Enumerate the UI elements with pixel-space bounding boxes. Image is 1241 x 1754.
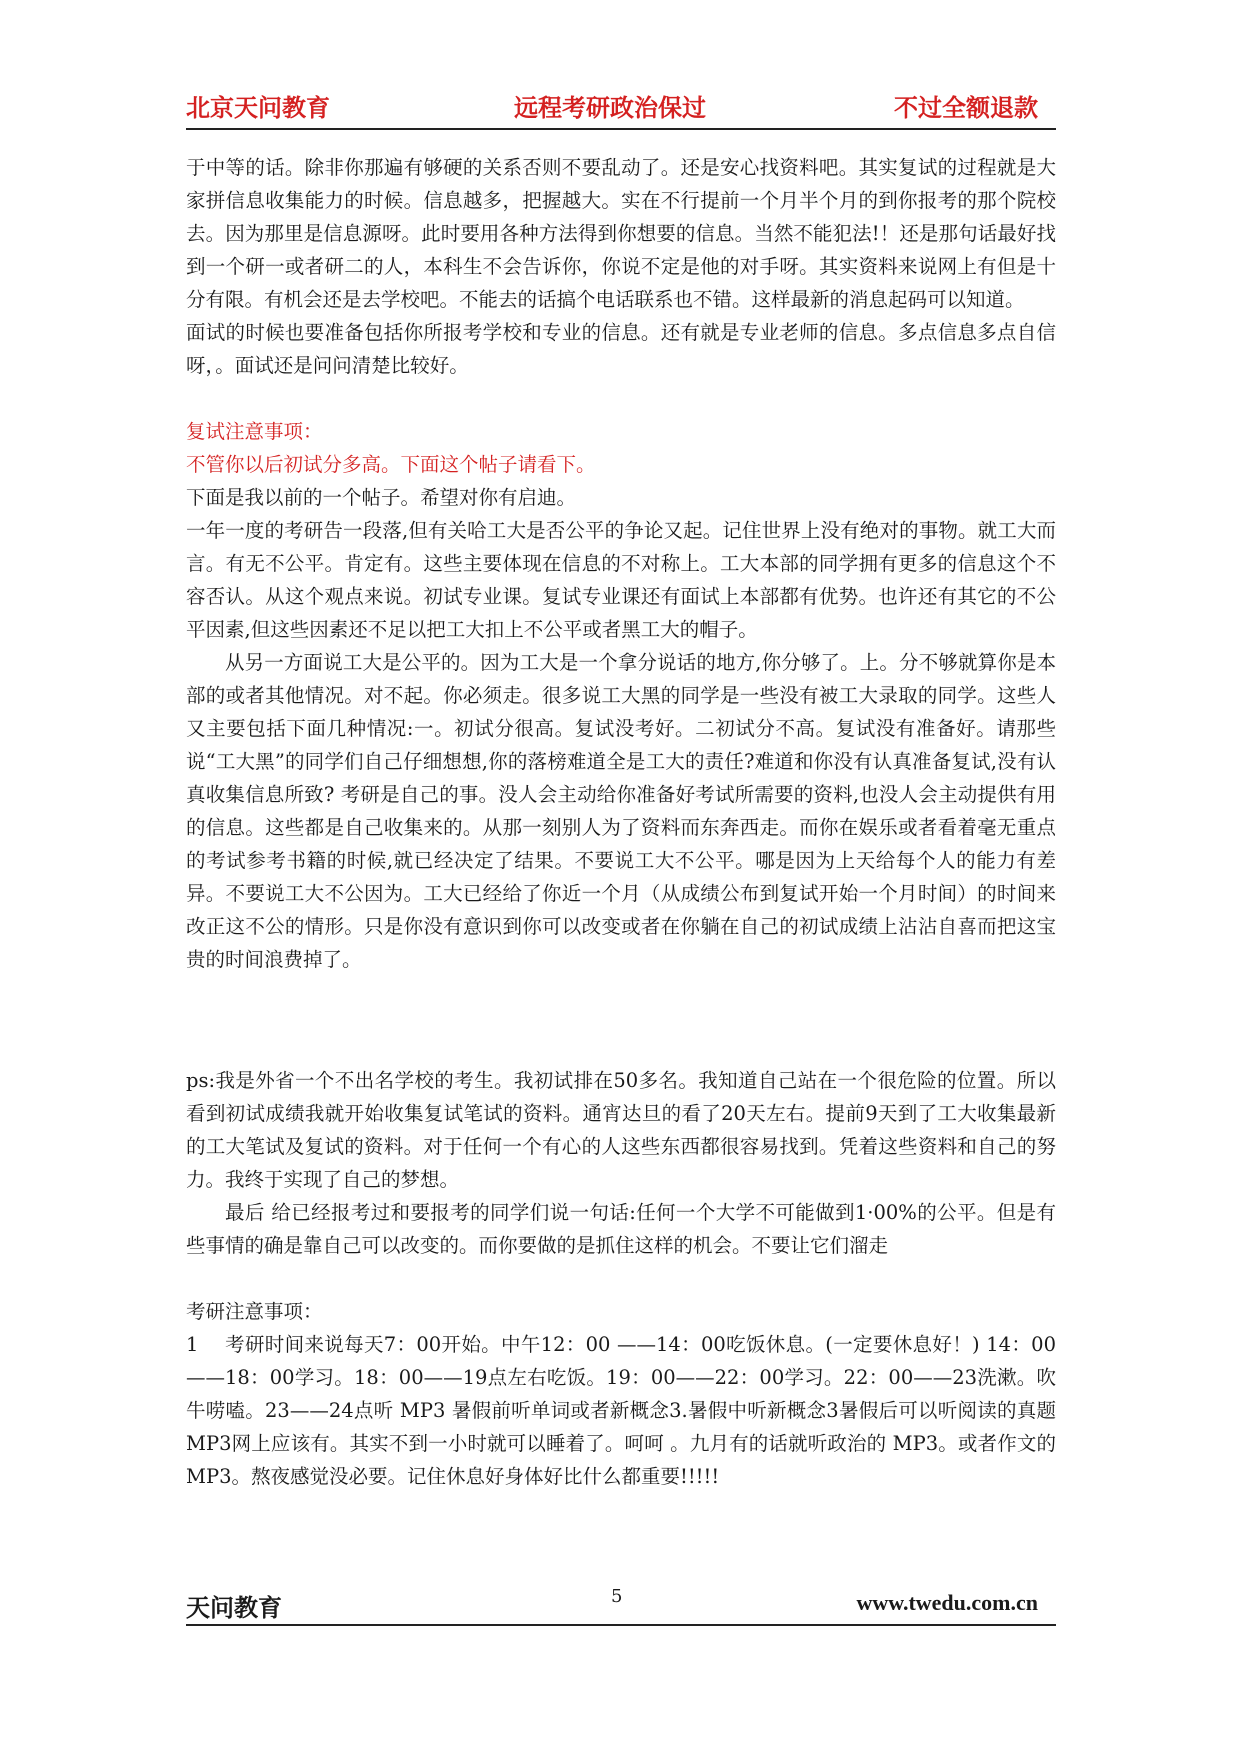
paragraph-daily-schedule: 1 考研时间来说每天7：00开始。中午12：00 ——14：00吃饭休息。(一定要休息好！) 14：00——18：00学习。18：00——19点左右吃饭。19：00——22：00学习。22：00——23洗漱。吹牛唠嗑。23——24点听 MP3 暑假前听单词或者新概念3.暑假中听新概念3暑假后可以听阅读的真题 MP3网上应该有。其实不到一小时就可以睡着了。呵呵 。九月有的话就听政治的 MP3。或者作文的 MP3。熬夜感觉没必要。记住休息好身体好比什么都重要!!!!! (186, 1333, 1056, 1488)
paragraph-fairness-debate: 一年一度的考研告一段落,但有关哈工大是否公平的争论又起。记住世界上没有绝对的事物。就工大而言。有无不公平。肯定有。这些主要体现在信息的不对称上。工大本部的同学拥有更多的信息这个不容否认。从这个观点来说。初试专业课。复试专业课还有面试上本部都有优势。也许还有其它的不公平因素,但这些因素还不足以把工大扣上不公平或者黑工大的帽子。 (186, 519, 1056, 641)
spacer (186, 1262, 1056, 1295)
paragraph-interview-prep: 面试的时候也要准备包括你所报考学校和专业的信息。还有就是专业老师的信息。多点信息多点自信呀，。面试还是问问清楚比较好。 (186, 321, 1056, 377)
header-left-title: 北京天问教育 (186, 94, 330, 122)
paragraph-closing-advice: 最后 给已经报考过和要报考的同学们说一句话:任何一个大学不可能做到1·00%的公平。但是有些事情的确是靠自己可以改变的。而你要做的是抓住这样的机会。不要让它们溜走 (186, 1201, 1056, 1257)
section-heading-retest-notes: 复试注意事项： (186, 420, 323, 443)
section-subheading-post: 不管你以后初试分多高。下面这个帖子请看下。 (186, 453, 596, 476)
paragraph-ps-story: ps:我是外省一个不出名学校的考生。我初试排在50多名。我知道自己站在一个很危险的位置。所以看到初试成绩我就开始收集复试笔试的资料。通宵达旦的看了20天左右。提前9天到了工大收集最新的工大笔试及复试的资料。对于任何一个有心的人这些东西都很容易找到。凭着这些资料和自己的努力。我终于实现了自己的梦想。 (186, 1069, 1056, 1191)
paragraph-post-intro: 下面是我以前的一个帖子。希望对你有启迪。 (186, 486, 577, 509)
document-body (186, 151, 1056, 1493)
header-center-slogan: 远程考研政治保过 (514, 94, 706, 122)
page-header (186, 88, 1056, 130)
paragraph-retest-info: 于中等的话。除非你那遍有够硬的关系否则不要乱动了。还是安心找资料吧。其实复试的过程就是大家拼信息收集能力的时候。信息越多，把握越大。实在不行提前一个月半个月的到你报考的那个院校去。因为那里是信息源呀。此时要用各种方法得到你想要的信息。当然不能犯法!！还是那句话最好找到一个研一或者研二的人，本科生不会告诉你，你说不定是他的对手呀。其实资料来说网上有但是十分有限。有机会还是去学校吧。不能去的话搞个电话联系也不错。这样最新的消息起码可以知道。 (186, 156, 1056, 311)
paragraph-fairness-argument: 从另一方面说工大是公平的。因为工大是一个拿分说话的地方,你分够了。上。分不够就算你是本部的或者其他情况。对不起。你必须走。很多说工大黑的同学是一些没有被工大录取的同学。这些人又主要包括下面几种情况:一。初试分很高。复试没考好。二初试分不高。复试没有准备好。请那些说“工大黑”的同学们自己仔细想想,你的落榜难道全是工大的责任?难道和你没有认真准备复试,没有认真收集信息所致? 考研是自己的事。没人会主动给你准备好考试所需要的资料,也没人会主动提供有用的信息。这些都是自己收集来的。从那一刻别人为了资料而东奔西走。而你在娱乐或者看着毫无重点的考试参考书籍的时候,就已经决定了结果。不要说工大不公平。哪是因为上天给每个人的能力有差异。不要说工大不公因为。工大已经给了你近一个月（从成绩公布到复试开始一个月时间）的时间来改正这不公的情形。只是你没有意识到你可以改变或者在你躺在自己的初试成绩上沾沾自喜而把这宝贵的时间浪费掉了。 (186, 651, 1056, 971)
page-number: 5 (611, 1586, 623, 1607)
page-footer (186, 1588, 1056, 1626)
footer-brand: 天问教育 (186, 1594, 282, 1622)
footer-website: www.twedu.com.cn (856, 1590, 1038, 1615)
header-right-slogan: 不过全额退款 (894, 94, 1038, 122)
section-heading-exam-notes: 考研注意事项： (186, 1300, 323, 1323)
spacer (186, 976, 1056, 1064)
spacer (186, 382, 1056, 415)
